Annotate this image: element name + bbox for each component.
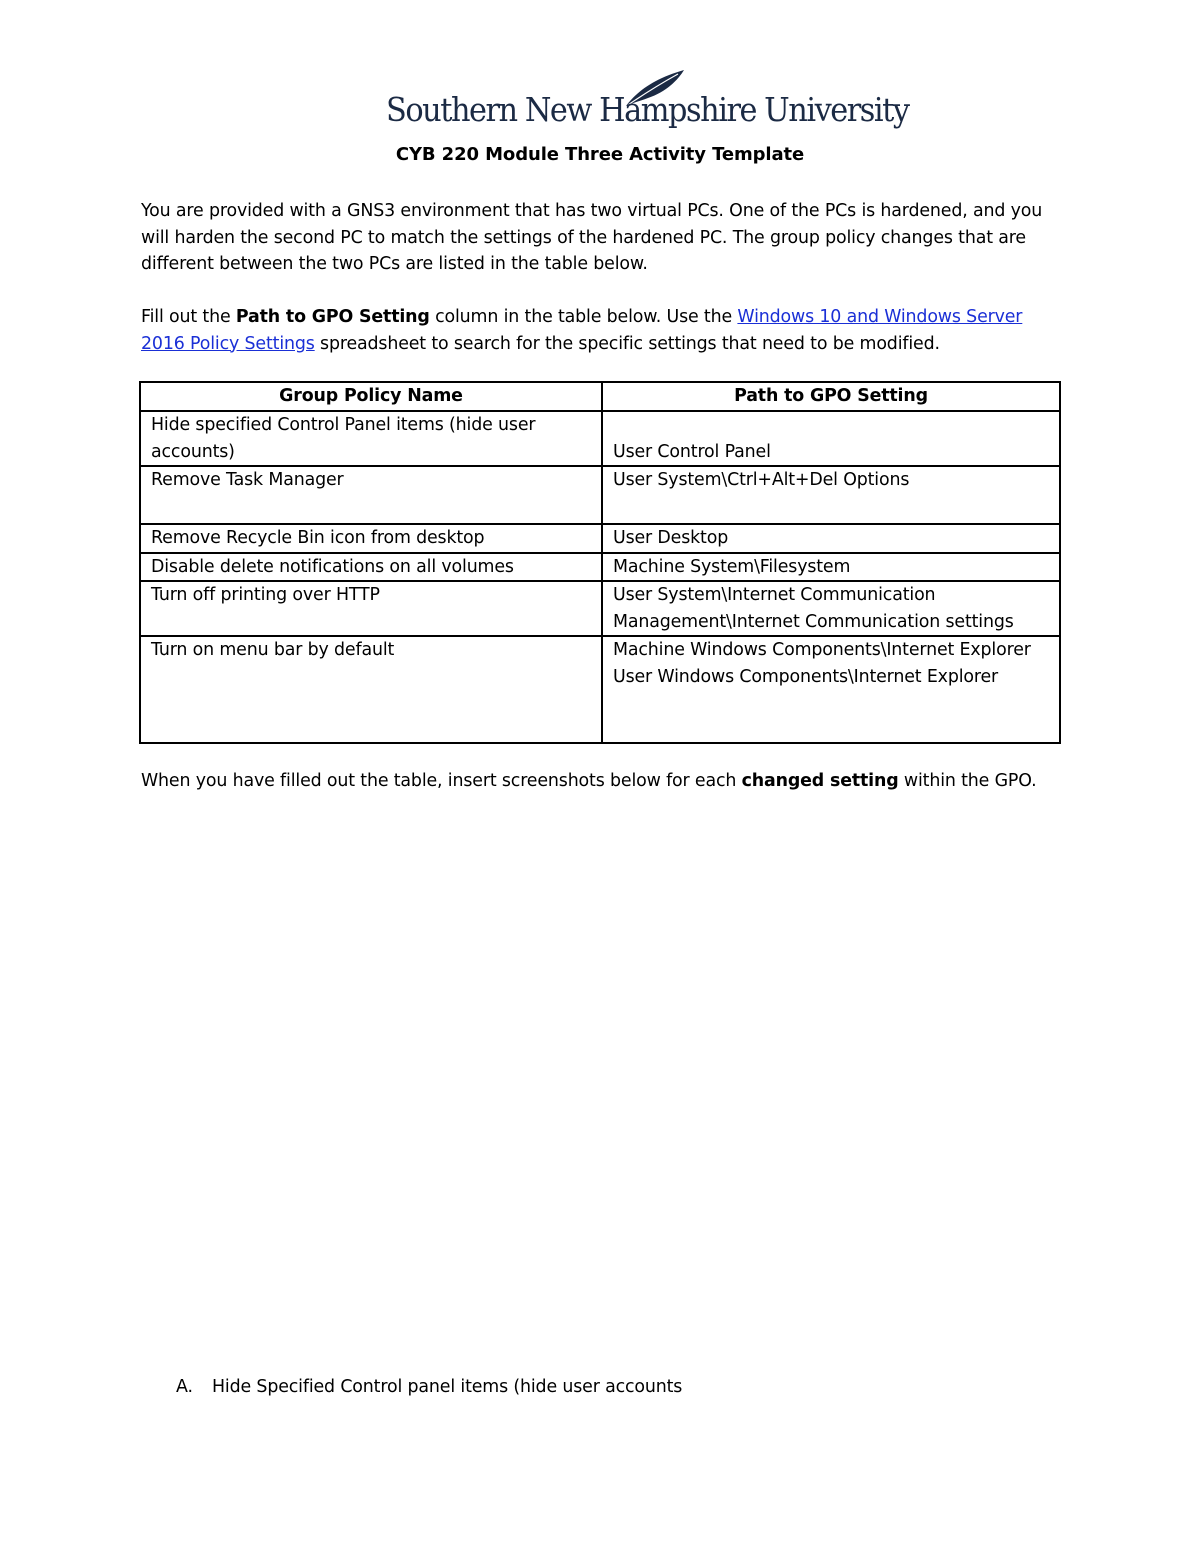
logo-wordmark: Southern New Hampshire University	[386, 90, 909, 129]
instruction-bold-column: Path to GPO Setting	[235, 307, 430, 327]
list-item-text: Hide Specified Control panel items (hide user accounts	[212, 1377, 683, 1397]
table-row	[140, 553, 1060, 582]
policy-path-line: Machine Windows Components\Internet Explorer	[613, 640, 1031, 660]
policy-name-cell: Hide specified Control Panel items (hide user accounts)	[140, 411, 602, 466]
after-table-paragraph	[141, 768, 1071, 795]
policy-name-cell: Remove Task Manager	[140, 466, 602, 524]
policy-name-cell: Disable delete notifications on all volumes	[140, 553, 602, 582]
after-table-prefix: When you have filled out the table, insert screenshots below for each	[141, 771, 742, 791]
policy-path-cell: User System\Ctrl+Alt+Del Options	[602, 466, 1060, 524]
instruction-suffix: spreadsheet to search for the specific settings that need to be modified.	[314, 333, 940, 354]
document-title: CYB 220 Module Three Activity Template	[395, 144, 805, 165]
policy-path-cell: User Desktop	[602, 524, 1060, 553]
university-logo	[386, 68, 909, 138]
instruction-prefix: Fill out the	[141, 307, 236, 327]
list-item	[176, 1374, 682, 1401]
policy-settings-link[interactable]: Windows 10 and Windows Server 2016 Policy Settings	[141, 307, 1023, 354]
policy-name-cell: Turn off printing over HTTP	[140, 581, 602, 636]
policy-name-cell: Turn on menu bar by default	[140, 636, 602, 743]
header-group-policy-name: Group Policy Name	[140, 382, 602, 411]
after-table-bold: changed setting	[741, 771, 899, 791]
table-row	[140, 636, 1060, 743]
instruction-middle: column in the table below. Use the	[429, 307, 738, 327]
policy-name-cell: Remove Recycle Bin icon from desktop	[140, 524, 602, 553]
policy-path-line: User Windows Components\Internet Explorer	[613, 666, 999, 687]
after-table-suffix: within the GPO.	[898, 771, 1037, 791]
table-row	[140, 411, 1060, 466]
intro-paragraph: You are provided with a GNS3 environment that has two virtual PCs. One of the PCs is hardened, and you will harden the second PC to match the settings of the hardened PC. The group policy changes that are different between the two PCs are listed in the table below.	[141, 201, 1043, 274]
table-row	[140, 524, 1060, 553]
policy-path-cell	[602, 636, 1060, 743]
table-row	[140, 581, 1060, 636]
policy-path-cell: User System\Internet Communication Management\Internet Communication settings	[602, 581, 1060, 636]
gpo-table	[139, 381, 1061, 744]
header-path-to-gpo-setting: Path to GPO Setting	[602, 382, 1060, 411]
policy-path-cell: Machine System\Filesystem	[602, 553, 1060, 582]
instruction-paragraph	[141, 304, 1071, 357]
list-marker: A.	[176, 1377, 193, 1397]
policy-path-cell: User Control Panel	[602, 411, 1060, 466]
table-header-row	[140, 382, 1060, 411]
table-row	[140, 466, 1060, 524]
